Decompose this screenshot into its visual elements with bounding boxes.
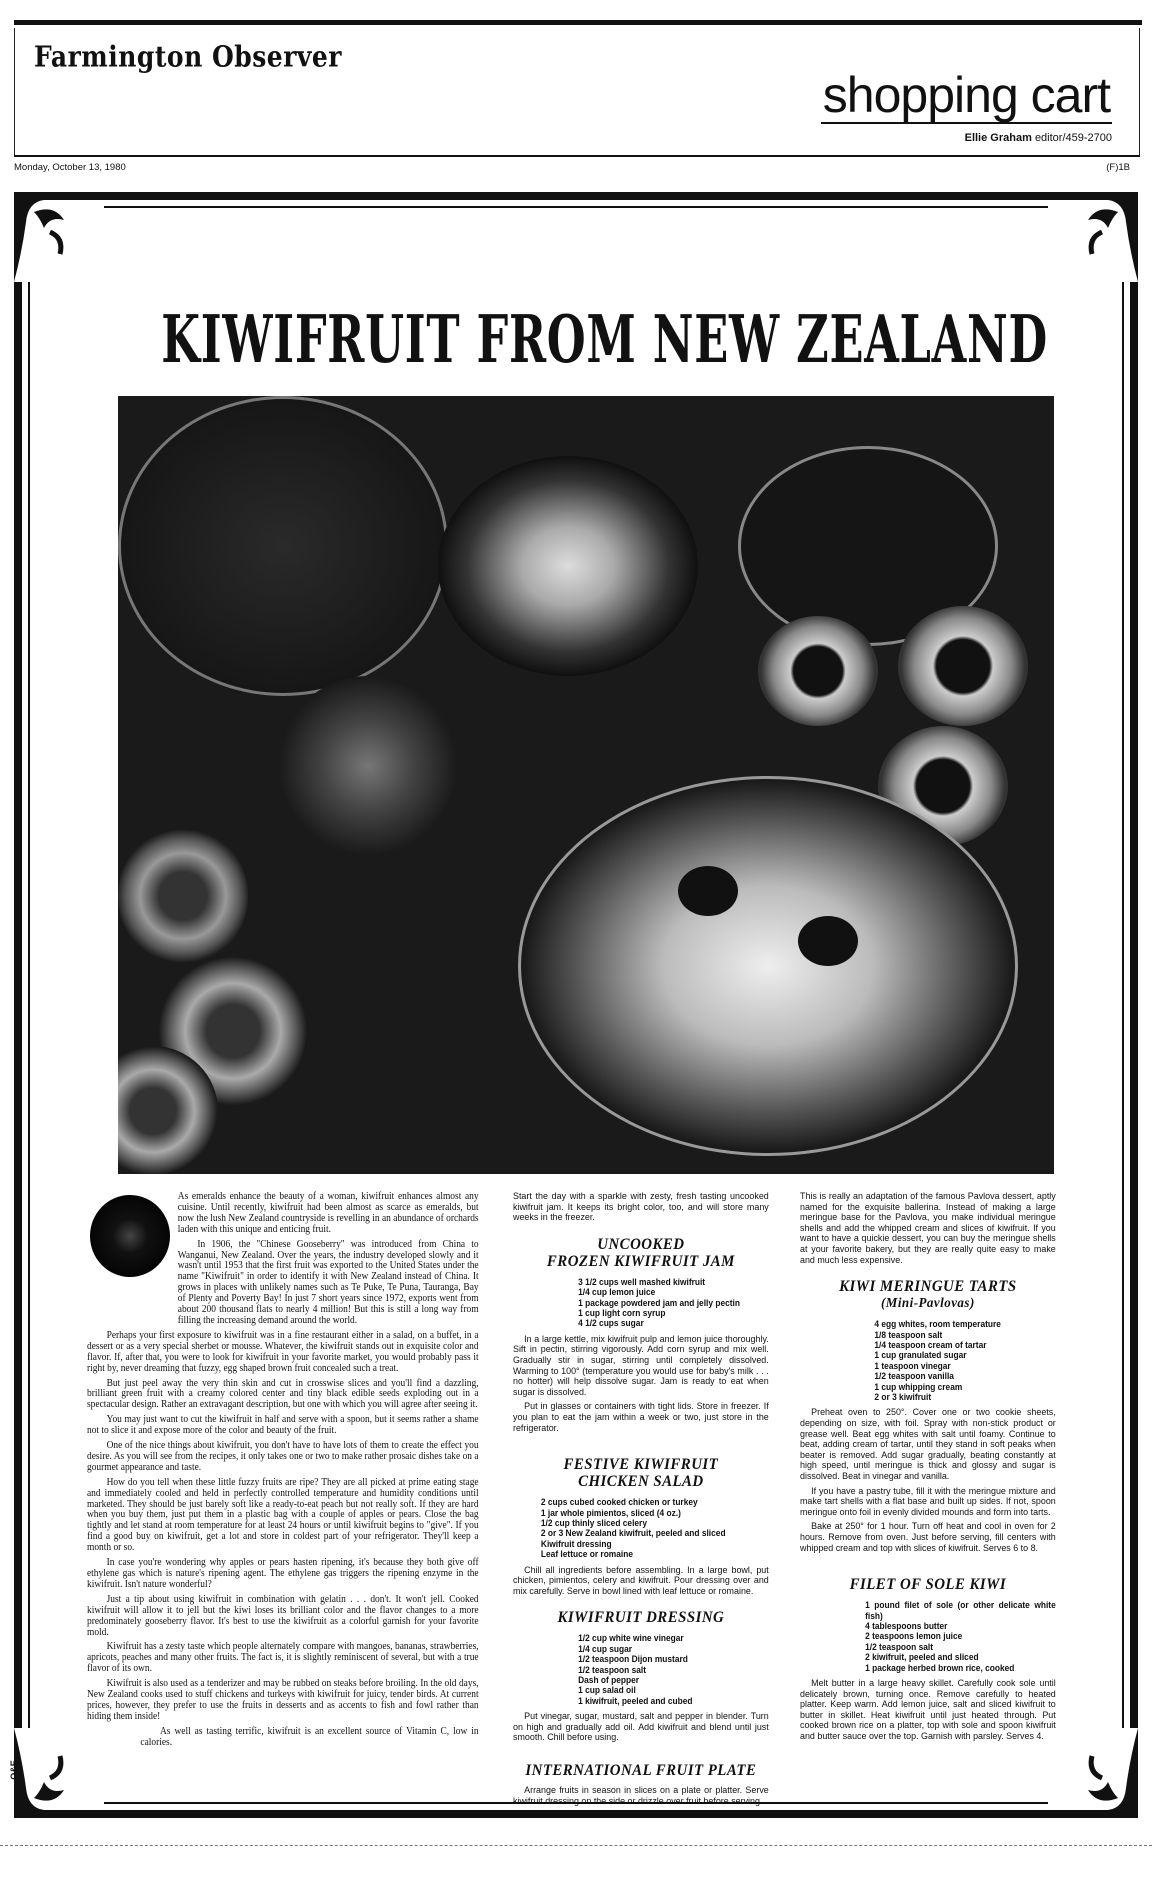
article-paragraph: As well as tasting terrific, kiwifruit is an excellent source of Vitamin C, low in calories. <box>140 1725 479 1748</box>
ingredient: 1 cup whipping cream <box>874 1381 963 1392</box>
jam-intro: Start the day with a sparkle with zesty, fresh tasting uncooked kiwifruit jam. It keeps its bright color, too, and will store many weeks in the freezer. <box>513 1191 769 1224</box>
ingredient: 1 pound filet of sole (or other delicate white fish) <box>865 1600 1056 1621</box>
recipe-step: Chill all ingredients before assembling. In a large bowl, put chicken, pimientos, celery and kiwifruit. Pour dressing over and mix carefully. Serve in bowl lined with leaf lettuce or romaine. <box>513 1564 769 1597</box>
ingredient: 1/2 teaspoon Dijon mustard <box>578 1654 688 1665</box>
article-paragraph: But just peel away the very thin skin and cut in crosswise slices and you'll find a dazzling, brilliant green fruit with a creamy colored center and tiny black edible seeds exploding out in a spectacular design. Rather an extravagant description, but one with which you will agree after seeing it. <box>87 1377 479 1411</box>
ingredient: 1 jar whole pimientos, sliced (4 oz.) <box>540 1507 681 1518</box>
issue-date: Monday, October 13, 1980 <box>14 162 126 173</box>
ingredient: 1/4 cup sugar <box>578 1643 633 1654</box>
recipe-step: In a large kettle, mix kiwifruit pulp and lemon juice thoroughly. Sift in pectin, stirring vigorously. Add corn syrup and mix well. Gradually stir in sugar, stirring until completely dissolved. Warming to 100° (temperature you would use for baby's milk . . . no hotter) will help dissolve sugar. Jam is ready to eat when sugar is dissolved. <box>513 1333 769 1398</box>
article-paragraph: As emeralds enhance the beauty of a woman, kiwifruit enhances almost any cuisine. Until recently, kiwifruit had been almost as scarce as emeralds, but now the lush New Zealand countryside is revelling in an abundance of orchards laden with this unique and enticing fruit. <box>177 1191 479 1235</box>
recipe-title-line: KIWI MERINGUE TARTS <box>839 1278 1017 1296</box>
ingredient: 1 cup granulated sugar <box>874 1350 967 1361</box>
recipe-subtitle: (Mini-Pavlovas) <box>880 1296 975 1312</box>
ingredient: 1/4 teaspoon cream of tartar <box>874 1339 987 1350</box>
recipe-step: Bake at 250° for 1 hour. Turn off heat and cool in oven for 2 hours. Remove from oven. Just before serving, fill centers with whipped cream and top with slices of kiwifruit. Serves 6 to 8. <box>800 1521 1056 1554</box>
recipe-title-salad <box>513 1456 769 1490</box>
corner-ornament-icon <box>14 192 104 282</box>
ingredient: 2 or 3 New Zealand kiwifruit, peeled and sliced <box>540 1528 726 1539</box>
ingredient: 4 1/2 cups sugar <box>578 1318 644 1329</box>
kiwifruit-dishes-photo <box>118 396 1054 1174</box>
ingredient: 1 teaspoon vinegar <box>874 1360 951 1371</box>
tarts-intro: This is really an adaptation of the famous Pavlova dessert, aptly named for the exquisite ballerina. Instead of making a large meringue base for the Pavlova, you make individual meringue shells and add the whipped cream and slices of kiwifruit. If you want to have a quickie dessert, you can buy the meringue shells at your favorite bakery, but they are really quite easy to make and much less expensive. <box>800 1191 1056 1266</box>
recipe-title-tarts <box>800 1278 1056 1312</box>
ingredient: 2 kiwifruit, peeled and sliced <box>865 1652 979 1663</box>
recipe-title-dressing: KIWIFRUIT DRESSING <box>557 1609 725 1627</box>
ingredient: 1/2 cup white wine vinegar <box>578 1633 684 1644</box>
ingredient: Kiwifruit dressing <box>540 1538 612 1549</box>
ingredient: 1/8 teaspoon salt <box>874 1329 943 1340</box>
recipe-title-sole: FILET OF SOLE KIWI <box>849 1576 1007 1594</box>
ingredient: 1 cup salad oil <box>578 1685 636 1696</box>
ingredient-list <box>578 1277 769 1329</box>
ingredient: 4 tablespoons butter <box>865 1620 948 1631</box>
ingredient: 1/4 cup lemon juice <box>578 1287 656 1298</box>
margin-code: O&E <box>8 1760 19 1780</box>
recipes-column-middle <box>513 1192 769 1811</box>
recipe-step: Melt butter in a large heavy skillet. Carefully cook sole until delicately brown, turning once. Remove carefully to heated platter. Keep warm. Add lemon juice, salt and sliced kiwifruit to butter in skillet. Heat kiwifruit until just heated through. Put cooked brown rice on a platter, top with sole and spoon kiwifruit and butter sauce over the top. Garnish with parsley. Serves 4. <box>800 1677 1056 1742</box>
ingredient: 2 cups cubed cooked chicken or turkey <box>540 1497 698 1508</box>
ingredient: Leaf lettuce or romaine <box>540 1549 633 1560</box>
ingredient: 1/2 teaspoon salt <box>578 1664 647 1675</box>
recipe-title-fruit-plate: INTERNATIONAL FRUIT PLATE <box>525 1762 757 1779</box>
article-paragraph: One of the nice things about kiwifruit, you don't have to have lots of them to create the effect you desire. As you will see from the recipes, it only takes one or two to make rather prosaic dishes take on a gourmet appearance and taste. <box>87 1440 479 1473</box>
ingredient: 4 egg whites, room temperature <box>874 1319 1001 1330</box>
recipe-title-line: CHICKEN SALAD <box>578 1473 704 1491</box>
ingredient: 1/2 teaspoon salt <box>865 1641 934 1652</box>
recipe-step: Put vinegar, sugar, mustard, salt and pepper in blender. Turn on high and gradually add oil. Add kiwifruit and blend until just smooth. Chill before using. <box>513 1711 769 1744</box>
ingredient: 1 package powdered jam and jelly pectin <box>578 1297 740 1308</box>
ingredient: 3 1/2 cups well mashed kiwifruit <box>578 1276 706 1287</box>
corner-ornament-icon <box>1048 192 1138 282</box>
ingredient: 2 teaspoons lemon juice <box>865 1631 963 1642</box>
ingredient: 2 or 3 kiwifruit <box>874 1392 932 1402</box>
ingredient: Dash of pepper <box>578 1675 640 1685</box>
editor-contact: editor/459-2700 <box>1034 132 1112 144</box>
recipe-step: Arrange fruits in season in slices on a plate or platter. Serve kiwifruit dressing on the side or drizzle over fruit before serving. <box>513 1785 769 1807</box>
corner-ornament-icon <box>1048 1728 1138 1818</box>
article-body <box>87 1192 479 1753</box>
recipe-title-jam <box>513 1236 769 1270</box>
ingredient-list <box>874 1319 1055 1402</box>
newspaper-name: Farmington Observer <box>34 40 342 74</box>
ingredient: 1 cup light corn syrup <box>578 1308 666 1318</box>
recipe-title-line: FESTIVE KIWIFRUIT <box>563 1456 719 1474</box>
ingredient: 1 package herbed brown rice, cooked <box>865 1662 1015 1673</box>
ingredient: 1/2 teaspoon vanilla <box>874 1371 954 1382</box>
recipe-step: Put in glasses or containers with tight lids. Store in freezer. If you plan to eat the jam within a week or two, just store in the refrigerator. <box>513 1401 769 1434</box>
ingredient: 1/2 cup thinly sliced celery <box>540 1517 647 1528</box>
headline: KIWIFRUIT FROM NEW ZEALAND <box>161 301 1048 378</box>
article-paragraph: You may just want to cut the kiwifruit in half and serve with a spoon, but it seems rather a shame not to slice it and expose more of the color and beauty of the fruit. <box>87 1414 479 1437</box>
article-paragraph: How do you tell when these little fuzzy fruits are ripe? They are all picked at prime eating stage and immediately cooled and held in perfectly controlled temperature and humidity conditions until marketed. They should be just barely soft like a ready-to-eat peach but not really soft. If they are hard when you buy them, just put them in a plastic bag with a couple of apples or pears. Close the bag tightly and let stand at room temperature for at least 24 hours or until kiwifruit begins to "give". If you find a good buy on kiwifruit, get a lot and store in coldest part of your refrigerator. They'll keep a month or so. <box>87 1476 479 1554</box>
ingredient-list <box>578 1633 769 1706</box>
article-paragraph: In case you're wondering why apples or pears hasten ripening, it's because they both give off ethylene gas which is nature's ripening agent. The ethylene gas triggers the ripening enzyme in the kiwifruit. Isn't nature wonderful? <box>87 1557 479 1590</box>
recipe-title-line: UNCOOKED <box>597 1235 685 1253</box>
ingredient-list <box>865 1600 1056 1673</box>
article-paragraph: In 1906, the "Chinese Gooseberry" was introduced from China to Wanganui, New Zealand. Over the years, the industry developed slowly and it wasn't until 1953 that the first fruit was exported to the United States under the name "Kiwifruit" in order to identify it with New Zealand instead of China. It grows in places with unlikely names such as Te Puke, Te Puna, Tauranga, Bay of Plenty and Poverty Bay! In just 7 short years since 1972, exports went from about 200 thousand flats to nearly 4 million! But this is still a long way from filling the increasing demand around the world. <box>177 1238 479 1326</box>
article-paragraph: Kiwifruit has a zesty taste which people alternately compare with mangoes, bananas, strawberries, apricots, peaches and many other fruits. The fact is, it is slightly reminiscent of several, but with a true flavor of its own. <box>87 1641 479 1675</box>
recipe-title-line: FROZEN KIWIFRUIT JAM <box>546 1252 735 1270</box>
ingredient-list <box>541 1497 769 1559</box>
section-title: shopping cart <box>822 67 1110 123</box>
recipe-step: If you have a pastry tube, fill it with the meringue mixture and make tart shells with a flat base and built up sides. If not, spoon meringue onto foil in evenly divided mounds and form into tarts. <box>800 1485 1056 1518</box>
page-number: (F)1B <box>1106 162 1130 173</box>
article-paragraph: Perhaps your first exposure to kiwifruit was in a fine restaurant either in a salad, on a buffet, in a dessert or as a very special sherbet or mousse. Whatever, the kiwifruit stands out in exquisite color and flavor. If, after that, you were to look for kiwifruit in your favorite market, you would probably pass it right by, never dreaming that fuzzy, egg shaped brown fruit concealed such a treat. <box>87 1329 479 1374</box>
article-paragraph: Just a tip about using kiwifruit in combination with gelatin . . . don't. It won't jell. Cooked kiwifruit will allow it to jell but the kiwi loses its brilliant color and the flavor changes to a more predominately gooseberry flavor. It's best to use the kiwifruit as a colorful garnish for your favorite mold. <box>87 1593 479 1638</box>
editor-name: Ellie Graham <box>964 132 1032 144</box>
top-rule <box>14 20 1142 25</box>
masthead-rule <box>14 155 1140 157</box>
recipes-column-right <box>800 1192 1056 1747</box>
fold-line <box>0 1845 1152 1846</box>
article-paragraph: Kiwifruit is also used as a tenderizer and may be rubbed on steaks before broiling. In the old days, New Zealand cooks used to stuff chickens and turkeys with kiwifruit for juicy, tender birds. At current prices, however, they prefer to use the fruits in desserts and as accents to fish and fowl rather than hiding them inside! <box>87 1678 479 1722</box>
ingredient: 1 kiwifruit, peeled and cubed <box>578 1695 693 1706</box>
recipe-step: Preheat oven to 250°. Cover one or two cookie sheets, depending on size, with foil. Spray with non-stick product or grease well. Beat egg whites with salt until foamy. Continue to beat, adding cream of tartar, until they stand in soft peaks when beater is removed. Add sugar gradually, beating constantly at high speed, until meringue is thick and glossy and sugar is dissolved. Beat in vinegar and vanilla. <box>800 1407 1056 1482</box>
editor-line <box>965 132 1112 144</box>
